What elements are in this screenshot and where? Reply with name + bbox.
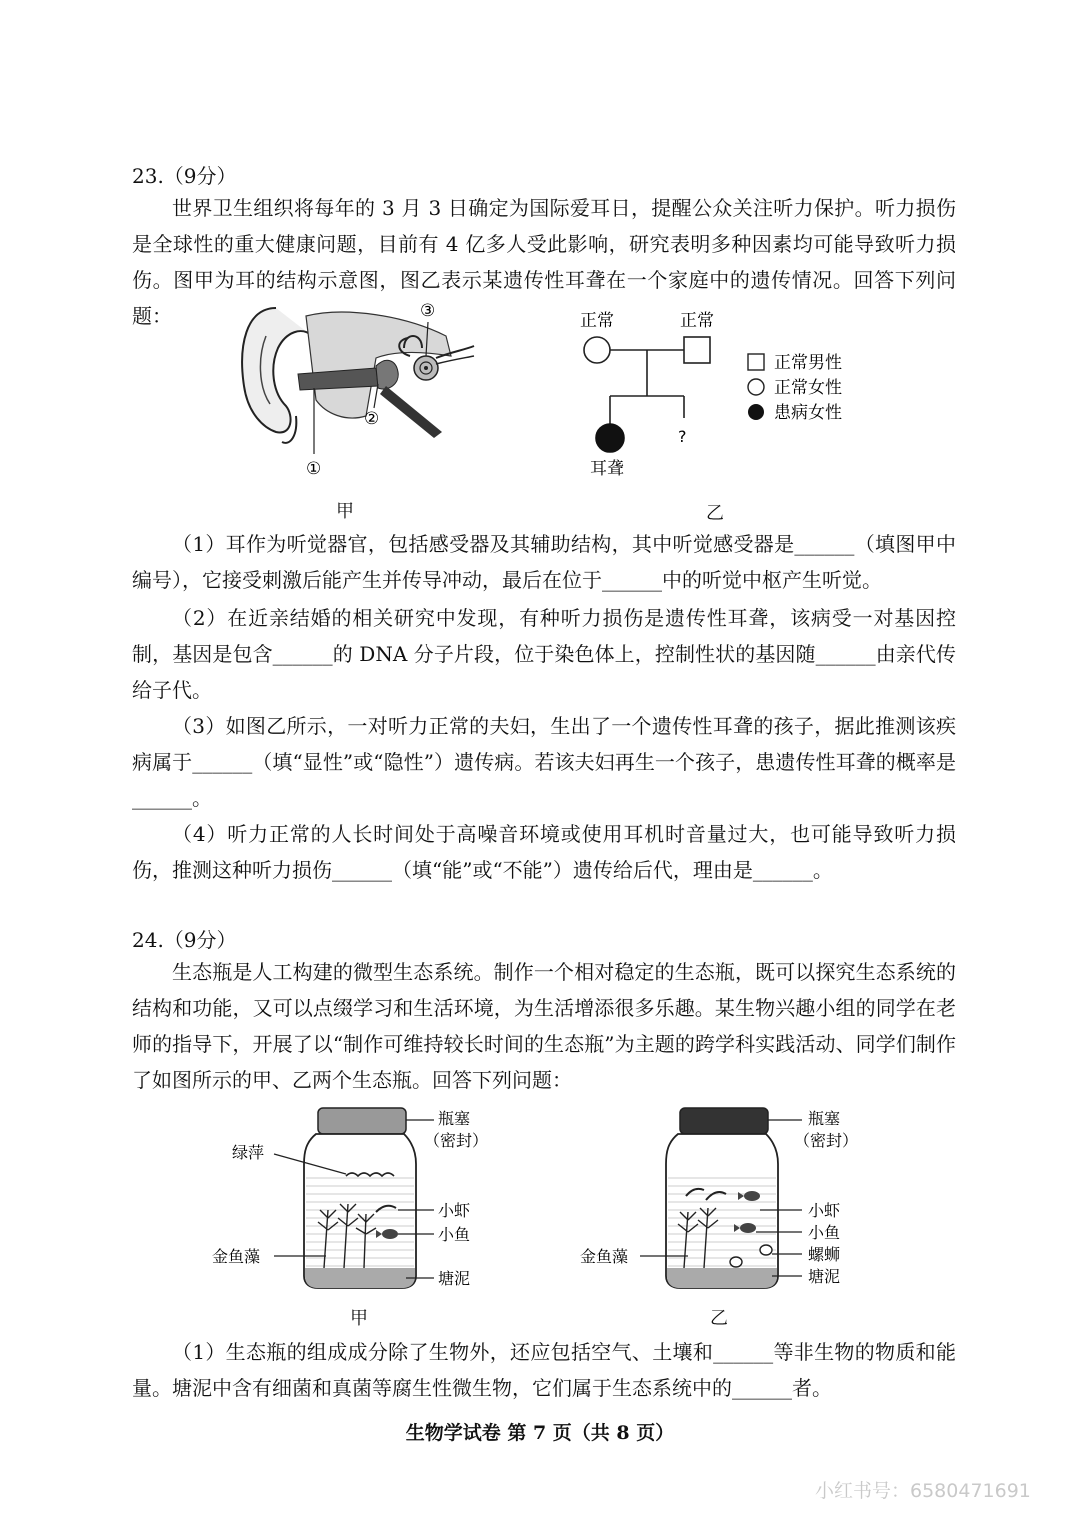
legend-normal-female: 正常女性 bbox=[774, 378, 842, 398]
pedigree-diagram bbox=[570, 308, 870, 484]
jar-yi-fish: 小鱼 bbox=[808, 1223, 841, 1242]
fig-jia-caption: 甲 bbox=[336, 501, 354, 522]
pedigree-unknown-child: ? bbox=[678, 427, 687, 446]
jar-yi-sealed: （密封） bbox=[794, 1131, 859, 1150]
jar-yi-stopper: 瓶塞 bbox=[808, 1109, 841, 1128]
q23-header: 23.（9分） bbox=[132, 164, 237, 188]
jar-jia-hornwort: 金鱼藻 bbox=[212, 1247, 261, 1266]
q24-intro: 生态瓶是人工构建的微型生态系统。制作一个相对稳定的生态瓶，既可以探究生态系统的结构和功能，又可以点缀学习和生活环境，为生活增添很多乐趣。某生物兴趣小组的同学在老师的指导下，开展了以“制作可维持较长时间的生态瓶”为主题的跨学科实践活动、同学们制作了如图所示的甲、乙两个生态瓶。回答下列问题： bbox=[132, 960, 956, 1092]
eco-jar-jia bbox=[206, 1100, 506, 1295]
q23-intro: 世界卫生组织将每年的 3 月 3 日确定为国际爱耳日，提醒公众关注听力保护。听力损伤是全球性的重大健康问题，目前有 4 亿多人受此影响，研究表明多种因素均可能导致听力损伤。图甲为耳的结构示意图，图乙表示某遗传性耳聋在一个家庭中的遗传情况。回答下列问题： bbox=[132, 196, 956, 328]
q23-question-2: （2）在近亲结婚的相关研究中发现，有种听力损伤是遗传性耳聋，该病受一对基因控制，基因是包含______的 DNA 分子片段，位于染色体上，控制性状的基因随______由亲代传给子代。 bbox=[132, 606, 956, 702]
q23-question-3: （3）如图乙所示，一对听力正常的夫妇，生出了一个遗传性耳聋的孩子，据此推测该疾病属于______（填“显性”或“隐性”）遗传病。若该夫妇再生一个孩子，患遗传性耳聋的概率是______。 bbox=[132, 714, 956, 810]
jar-jia-caption: 甲 bbox=[350, 1308, 368, 1329]
pedigree-female-parent-label: 正常 bbox=[580, 311, 614, 331]
page-footer: 生物学试卷 第 7 页（共 8 页） bbox=[405, 1422, 675, 1444]
q23-question-1: （1）耳作为听觉器官，包括感受器及其辅助结构，其中听觉感受器是______（填图甲中编号），它接受刺激后能产生并传导冲动，最后在位于______中的听觉中枢产生听觉。 bbox=[132, 532, 956, 592]
jar-jia-shrimp: 小虾 bbox=[438, 1201, 471, 1220]
jar-yi-caption: 乙 bbox=[710, 1308, 728, 1329]
legend-affected-female: 患病女性 bbox=[774, 403, 842, 423]
jar-jia-mud: 塘泥 bbox=[438, 1269, 471, 1288]
jar-jia-fish: 小鱼 bbox=[438, 1225, 471, 1244]
jar-yi-mud: 塘泥 bbox=[808, 1267, 841, 1286]
q24-question-1: （1）生态瓶的组成成分除了生物外，还应包括空气、土壤和______等非生物的物质和能量。塘泥中含有细菌和真菌等腐生性微生物，它们属于生态系统中的______者。 bbox=[132, 1340, 956, 1400]
fig-yi-caption: 乙 bbox=[706, 503, 724, 524]
jar-jia-sealed: （密封） bbox=[424, 1131, 489, 1150]
q23-question-4: （4）听力正常的人长时间处于高噪音环境或使用耳机时音量过大，也可能导致听力损伤，推测这种听力损伤______（填“能”或“不能”）遗传给后代，理由是______。 bbox=[132, 822, 956, 882]
ear-label-1: ① bbox=[306, 459, 322, 479]
ear-structure-diagram bbox=[236, 296, 476, 486]
jar-jia-stopper: 瓶塞 bbox=[438, 1109, 471, 1128]
ear-label-2: ② bbox=[364, 409, 380, 429]
ear-label-3: ③ bbox=[420, 301, 436, 321]
eco-jar-yi bbox=[576, 1100, 876, 1295]
q24-header: 24.（9分） bbox=[132, 928, 237, 952]
watermark: 小红书号：6580471691 bbox=[815, 1480, 1031, 1502]
jar-jia-duckweed: 绿萍 bbox=[232, 1143, 265, 1162]
legend-normal-male: 正常男性 bbox=[774, 353, 842, 373]
jar-yi-snail: 螺蛳 bbox=[808, 1245, 841, 1264]
pedigree-affected-child-label: 耳聋 bbox=[590, 459, 624, 479]
pedigree-male-parent-label: 正常 bbox=[680, 311, 714, 331]
jar-yi-shrimp: 小虾 bbox=[808, 1201, 841, 1220]
jar-yi-hornwort: 金鱼藻 bbox=[580, 1247, 629, 1266]
